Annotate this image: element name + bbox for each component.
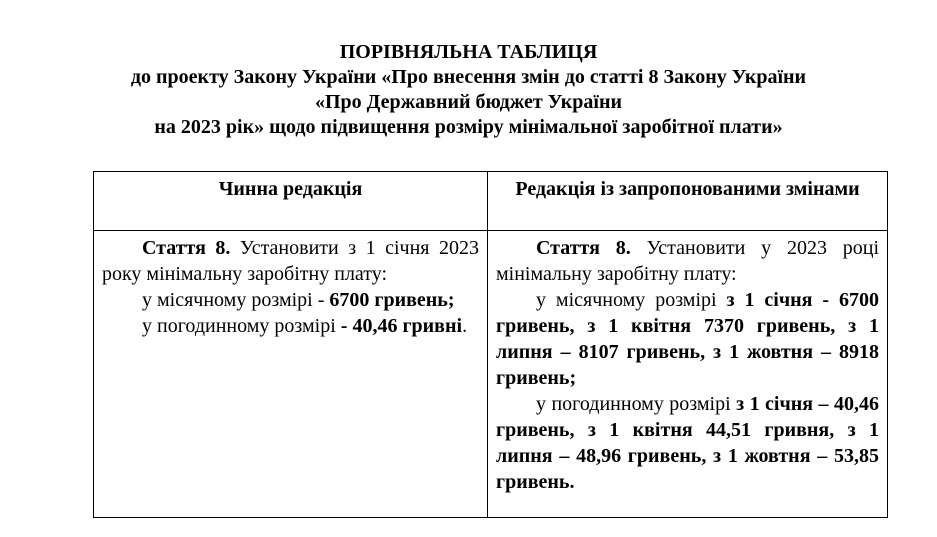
header-proposed-edition: Редакція із запропонованими змінами	[488, 172, 888, 231]
proposed-monthly-paragraph	[496, 287, 879, 391]
document-title	[0, 40, 937, 140]
proposed-monthly-text: у місячному розмірі	[536, 289, 727, 311]
current-monthly-paragraph	[102, 287, 479, 313]
proposed-hourly-amounts: з 1 січня – 40,46 гривень, з 1 квітня 44,51 гривня, з 1 липня – 48,96 гривень, з 1 жовтня – 53,85 гривень.	[496, 393, 880, 493]
current-hourly-paragraph	[102, 313, 479, 339]
proposed-monthly-amounts: з 1 січня - 6700 гривень, з 1 квітня 7370 гривень, з 1 липня – 8107 гривень, з 1 жовтня – 8918 гривень;	[496, 289, 879, 389]
proposed-edition-cell	[488, 231, 888, 518]
header-current-edition: Чинна редакція	[94, 172, 488, 231]
title-line-4: на 2023 рік» щодо підвищення розміру мінімальної заробітної плати»	[154, 116, 783, 138]
title-line-3: «Про Державний бюджет України	[314, 91, 623, 113]
proposed-article-text: Установити у 2023 році мінімальну заробітну плату:	[496, 237, 879, 285]
current-hourly-amount: - 40,46 гривні	[340, 315, 463, 337]
current-hourly-end: .	[462, 315, 468, 337]
comparison-table	[93, 171, 888, 518]
proposed-hourly-text: у погодинному розмірі	[536, 393, 737, 415]
current-edition-cell	[94, 231, 488, 518]
table-header-row	[94, 172, 888, 231]
current-article-label: Стаття 8.	[142, 237, 231, 259]
current-article-text: Установити з 1 січня 2023 року мінімальну заробітну плату:	[102, 237, 479, 285]
proposed-article-paragraph	[496, 235, 879, 287]
proposed-hourly-paragraph	[496, 391, 879, 495]
proposed-article-label: Стаття 8.	[536, 237, 631, 259]
table-row	[94, 231, 888, 518]
current-hourly-text: у погодинному розмірі	[142, 315, 341, 337]
current-monthly-amount: 6700 гривень;	[329, 289, 455, 311]
current-article-paragraph	[102, 235, 479, 287]
title-line-1: ПОРІВНЯЛЬНА ТАБЛИЦЯ	[339, 41, 598, 63]
title-line-2: до проекту Закону України «Про внесення змін до статті 8 Закону України	[130, 66, 807, 88]
current-monthly-text: у місячному розмірі -	[142, 289, 330, 311]
